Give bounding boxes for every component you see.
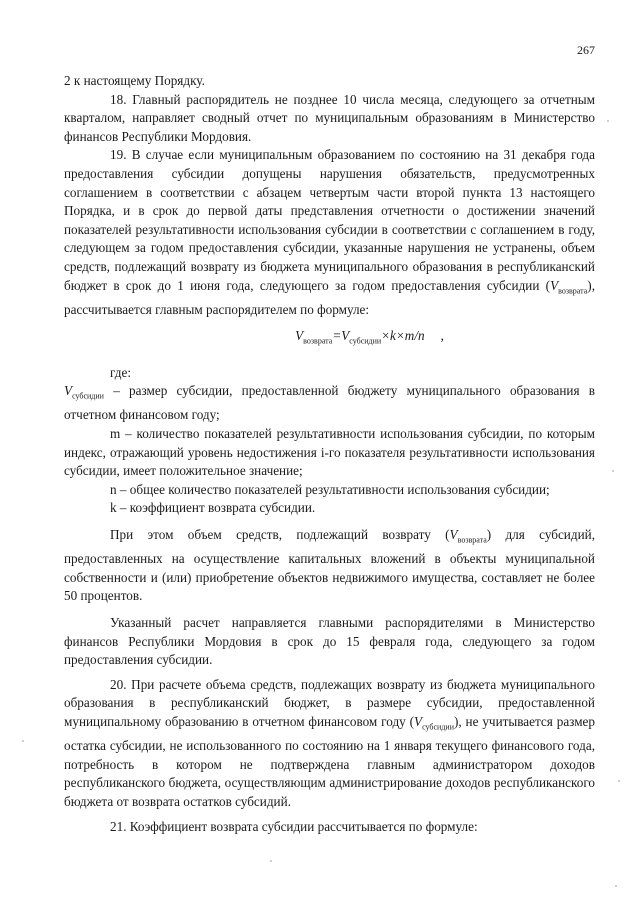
scan-speck: [615, 885, 617, 887]
formula-return-volume: $V_{возврата}=V_{субсидии}\times k\times m/n$ ,: [295, 328, 444, 346]
scan-speck: [607, 120, 609, 122]
v-subsidii-symbol: $V_{субсидии}$: [414, 713, 454, 732]
paragraph-19-text: 19. В случае если муниципальным образованием по состоянию на 31 декабря года предоставления субсидии допущены нарушения обязательств, предусмотренных соглашением в соответствии с абзацем четвертым части второй пункта 13 настоящего Порядка, и в срок до первой даты представления отчетности о достижении значений показателей результативности использования субсидии в соответствии с соглашением в году, следующем за годом предоставления субсидии, указанные нарушения не устранены, объем средств, подлежащий возврату из бюджета муниципального образования в республиканский бюджет в срок до 1 июня года, следующего за годом предоставления субсидии (: [64, 147, 595, 293]
definition-n: n – общее количество показателей результативности использования субсидии;: [110, 481, 550, 497]
where-label: где:: [110, 364, 131, 380]
paragraph-19: [64, 146, 595, 319]
document-body: [64, 72, 595, 836]
definition-k: k – коэффициент возврата субсидии.: [110, 500, 316, 516]
definition-m: m – количество показателей результативности использования субсидии, по которым индекс, отражающий уровень недостижения i-го показателя результативности использования субсидии, имеет положительное значение;: [64, 426, 595, 479]
paragraph-capital-investments: При этом объем средств, подлежащий возврату $(V_{возврата})$ для субсидий, предоставленных на осуществление капитальных вложений в объекты муниципальной собственности и (или) приобретение объектов недвижимого имущества, составляет не более 50 процентов.: [64, 526, 595, 604]
paragraph-20: 20. При расчете объема средств, подлежащих возврату из бюджета муниципального образования в республиканский бюджет, в размере субсидии, предоставленной муниципальному образованию в отчетном финансовом году $(V_{субсидии})$, не учитывается размер остатка субсидии, не использованного по состоянию на 1 января текущего финансового года, потребность в котором не подтверждена главным администратором доходов республиканского бюджета, осуществляющим администрирование доходов республиканского бюджета от возврата остатков субсидий.: [64, 676, 595, 809]
scan-speck: [270, 860, 272, 862]
paragraph-calculation-sent: Указанный расчет направляется главными распорядителями в Министерство финансов Республики Мордовия в срок до 15 февраля года, следующего за годом предоставления субсидии.: [64, 615, 595, 668]
scan-speck: [618, 780, 620, 782]
scan-speck: [612, 470, 614, 472]
v-subsidii-symbol: $V_{субсидии}$: [64, 383, 104, 401]
paragraph-21: 21. Коэффициент возврата субсидии рассчитывается по формуле:: [110, 818, 478, 834]
definition-v-subsidii: $V_{субсидии}$ – размер субсидии, предоставленной бюджету муниципального образования в отчетном финансовом году;: [64, 383, 595, 423]
paragraph-continuation: 2 к настоящему Порядку.: [64, 73, 205, 88]
page-number: 267: [577, 43, 595, 57]
v-vozvrata-symbol: $V_{возврата}$: [550, 277, 588, 296]
scan-speck: [22, 740, 24, 742]
v-vozvrata-symbol: $V_{возврата}$: [449, 526, 487, 545]
paragraph-19-tail: ), рассчитывается главным распорядителем по формуле:: [64, 277, 595, 317]
paragraph-18: 18. Главный распорядитель не позднее 10 числа месяца, следующего за отчетным кварталом, направляет сводный отчет по муниципальным образованиям в Министерство финансов Республики Мордовия.: [64, 91, 595, 144]
